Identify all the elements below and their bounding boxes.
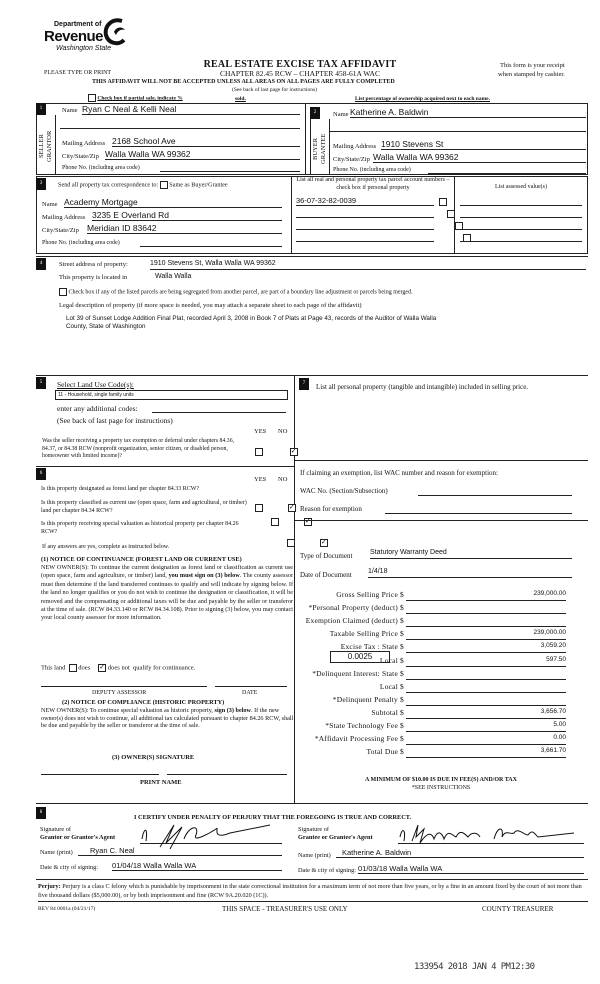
assessed-header: List assessed value(s) (495, 184, 547, 190)
fee-label: Local (379, 655, 398, 665)
seller-city-label: City/State/Zip (62, 153, 99, 160)
receipt-note-2: when stamped by cashier. (498, 71, 565, 78)
fee-row (298, 747, 588, 759)
grantor-signature-scribble (140, 819, 282, 849)
currency-symbol: $ (400, 707, 404, 717)
form-number: REV 84 0001a (04/21/17) (38, 906, 96, 912)
fee-label: Exemption Claimed (deduct) (305, 616, 398, 626)
notice2-title: (2) NOTICE OF COMPLIANCE (HISTORIC PROPERTY) (62, 699, 225, 706)
grantee-date-field[interactable]: 01/03/18 Walla Walla WA (358, 864, 584, 874)
reason-label: Reason for exemption (300, 505, 362, 513)
fee-row (298, 642, 588, 654)
s5-no-header: NO (278, 428, 288, 435)
fee-row (298, 669, 588, 681)
logo-department-text: Department of (54, 21, 102, 28)
seller-mailing-label: Mailing Address (62, 140, 106, 147)
corr-mailing-label: Mailing Address (42, 214, 86, 221)
assessed-value-field[interactable] (460, 197, 582, 206)
personal-property-checkbox[interactable] (439, 198, 447, 206)
fee-value-field[interactable]: 597.50 (546, 655, 566, 663)
fee-label: *Delinquent Interest: State (312, 668, 398, 678)
perjury-notice: Perjury: Perjury is a class C felony which is punishable by imprisonment in the state correctional institution for a maximum term of not more than five years, or by a fine in an amount fixed by the court of not more than five thousand dollars ($5,000.00), or by both imprisonment and fine (RCW 9A.20.020 (1C)). (38, 883, 588, 902)
fee-label: *Affidavit Processing Fee (314, 734, 398, 744)
seller-phone-label: Phone No. (including area code) (62, 165, 140, 171)
corr-city-label: City/State/Zip (42, 227, 79, 234)
fee-value-field[interactable]: 5.00 (553, 721, 566, 728)
legal-label: Legal description of property (if more space is needed, you may attach a separate sheet to each page of the affidavit) (59, 302, 362, 309)
currency-symbol: $ (400, 590, 404, 599)
corr-mailing-field[interactable]: 3235 E Overland Rd (92, 210, 282, 221)
doc-type-label: Type of Document (300, 552, 353, 560)
currency-symbol: $ (400, 603, 404, 613)
personal-property-label: List all personal property (tangible and intangible) included in selling price. (316, 383, 529, 391)
buyer-mailing-label: Mailing Address (333, 143, 377, 150)
local-rate-field[interactable]: 0.0025 (330, 651, 390, 663)
corr-phone-field[interactable] (140, 238, 282, 247)
currency-symbol: $ (400, 616, 404, 626)
receipt-note-1: This form is your receipt (500, 62, 565, 69)
corr-phone-label: Phone No. (including area code) (42, 240, 120, 246)
buyer-mailing-field[interactable]: 1910 Stevens St (381, 139, 586, 150)
currency-symbol: $ (400, 681, 404, 691)
parcels-header: List all real and personal property tax parcel account numbers – check box if personal property (296, 177, 450, 191)
deputy-assessor-label: DEPUTY ASSESSOR (92, 690, 147, 696)
fee-row (298, 603, 588, 615)
grantee-signature[interactable] (398, 825, 584, 844)
legal-description[interactable]: Lot 39 of Sunset Lodge Addition Final Plat, recorded April 3, 2008 in Book 7 of Plats at Page 43, records of the Auditor of Walla Walla County, State of Washington (66, 315, 437, 330)
section-3-number: 3 (36, 178, 46, 190)
fee-row (298, 616, 588, 628)
wac-label: WAC No. (Section/Subsection) (300, 487, 388, 495)
grantor-sig-label: Signature of Grantor or Grantor's Agent (40, 826, 116, 841)
exemption-question: Was the seller receiving a property tax exemption or deferral under chapters 84.36, 84.37, or 84.38 RCW (nonprofit organization, senior citizen, or disabled person, homeowner with limited income)? (42, 438, 235, 459)
reason-field[interactable] (385, 505, 572, 514)
owner-signature-line[interactable] (41, 774, 159, 775)
grantee-sig-label: Signature of Grantee or Grantee's Agent (298, 826, 373, 841)
s6-question-text: Is this property designated as forest land per chapter 84.33 RCW? (41, 486, 200, 492)
fee-value-field[interactable]: 3,661.70 (540, 747, 566, 755)
parcel-number-field[interactable] (296, 232, 434, 242)
assessor-date-label: DATE (242, 690, 258, 696)
currency-symbol: $ (400, 721, 404, 730)
grantee-date-label: Date & city of signing: (298, 867, 357, 874)
see-back-note: (See back of last page for instructions) (232, 87, 317, 93)
located-field[interactable]: Walla Walla (155, 273, 192, 280)
seller-name-label: Name (62, 107, 78, 114)
corr-name-label: Name (42, 201, 58, 208)
personal-property-checkbox[interactable] (447, 210, 455, 218)
fee-value-field[interactable]: 239,000.00 (533, 629, 566, 637)
seller-name-field[interactable]: Ryan C Neal & Kelli Neal (82, 104, 300, 115)
s6-yes-checkbox[interactable] (255, 504, 263, 512)
ownership-note: List percentage of ownership acquired next to each name. (355, 96, 490, 102)
logo-washington-text: Washington State (56, 45, 112, 52)
street-label: Street address of property: (59, 261, 128, 268)
additional-codes-field[interactable] (152, 404, 286, 413)
does-qualify-checkbox[interactable] (69, 664, 77, 672)
grantee-name-label: Name (print) (298, 852, 331, 859)
street-field[interactable]: 1910 Stevens St, Walla Walla WA 99362 (150, 260, 586, 270)
fee-row (298, 656, 588, 668)
currency-symbol: $ (400, 747, 404, 757)
chapter-label: CHAPTER 82.45 RCW – CHAPTER 458-61A WAC (220, 69, 380, 78)
grantee-name-field[interactable]: Katherine A. Baldwin (336, 848, 584, 858)
fee-value-field[interactable]: 239,000.00 (533, 590, 566, 597)
s6-yes-checkbox[interactable] (271, 518, 279, 526)
fee-value-field[interactable]: 3,059.20 (540, 642, 566, 650)
same-as-buyer-label: Same as Buyer/Grantee (169, 181, 228, 189)
assessed-value-field[interactable] (460, 233, 582, 242)
s6-yes-header: YES (254, 476, 267, 483)
notice2-body: NEW OWNER(S): To continue special valuation as historic property, sign (3) below. If the new owner(s) does not wish to continue, all additional tax calculated pursuant to chapter 84.26 RCW, shall be due and payable by the seller or transferor at the time of sale. (41, 707, 294, 730)
fee-label: Subtotal (371, 707, 398, 717)
grantor-date-field[interactable]: 01/04/18 Walla Walla WA (112, 861, 282, 871)
dor-swirl-logo-icon (102, 18, 128, 46)
fee-label: Taxable Selling Price (329, 629, 398, 639)
buyer-name-label: Name (333, 111, 349, 118)
fee-row (298, 734, 588, 746)
fee-label: Gross Selling Price (336, 590, 398, 599)
section-2-number: 2 (310, 107, 320, 119)
grantor-name-field[interactable]: Ryan C. Neal (78, 846, 282, 856)
fee-value-field[interactable]: 3,656.70 (540, 707, 566, 715)
parcel-number-field[interactable] (296, 208, 434, 218)
fee-label: *Delinquent Penalty (332, 694, 398, 704)
section-4-number: 4 (36, 258, 46, 270)
currency-symbol: $ (400, 655, 404, 665)
section-6-number: 6 (36, 468, 46, 480)
doc-date-field[interactable]: 1/4/18 (368, 568, 572, 578)
section-8-number: 8 (36, 807, 46, 819)
segregated-row (59, 288, 413, 296)
land-use-label: Select Land Use Code(s): (57, 380, 134, 389)
fee-label: *State Technology Fee (325, 721, 398, 730)
buyer-phone-label: Phone No. (including area code) (333, 167, 411, 173)
treasurer-stamp: 133954 2018 JAN 4 PM12:30 (414, 962, 535, 972)
certify-title: I CERTIFY UNDER PENALTY OF PERJURY THAT THE FOREGOING IS TRUE AND CORRECT. (134, 814, 412, 821)
notice1-body: NEW OWNER(S): To continue the current designation as forest land or classification as current use (open space, farm and agriculture, or timber) land, you must sign on (3) below. The county assessor must then determine if the land transferred continues to qualify and will indicate by signing below. If the land no longer qualifies or you do not wish to continue the designation or classification, it will be removed and the compensating or additional taxes will be due and payable by the seller or transferor at the time of sale. (RCW 84.33.140 or RCW 84.34.108). Prior to signing (3) below, you may contact your local county assessor for more information. (41, 564, 294, 622)
grantor-name-label: Name (print) (40, 849, 73, 856)
buyer-name-field[interactable]: Katherine A. Baldwin (350, 107, 586, 118)
land-use-select[interactable] (55, 390, 288, 400)
county-treasurer-label: COUNTY TREASURER (482, 905, 554, 913)
fee-row (298, 590, 588, 602)
doc-type-field[interactable]: Statutory Warranty Deed (370, 549, 572, 559)
corr-city-field[interactable]: Meridian ID 83642 (87, 223, 282, 234)
currency-symbol: $ (400, 694, 404, 704)
please-type-label: PLEASE TYPE OR PRINT (44, 70, 112, 76)
form-title: REAL ESTATE EXCISE TAX AFFIDAVIT (203, 59, 397, 70)
additional-codes-label: enter any additional codes: (57, 404, 138, 413)
buyer-phone-field[interactable] (428, 165, 586, 174)
notice1-title: (1) NOTICE OF CONTINUANCE (FOREST LAND OR CURRENT USE) (41, 556, 242, 563)
currency-symbol: $ (400, 734, 404, 744)
personal-property-field[interactable] (300, 408, 580, 458)
see-instructions-note: *SEE INSTRUCTIONS (411, 785, 471, 791)
fee-row (298, 629, 588, 641)
fee-row (298, 708, 588, 720)
exemption-yes-checkbox[interactable] (255, 448, 263, 456)
assessed-value-field[interactable] (460, 209, 582, 218)
wac-field[interactable] (418, 487, 572, 496)
does-not-qualify-checkbox[interactable] (98, 664, 106, 672)
buyer-side-label: BUYER GRANTEE (312, 133, 327, 165)
seller-phone-field[interactable] (160, 163, 300, 172)
fee-value-field[interactable]: 0.00 (553, 734, 566, 742)
fee-row (298, 682, 588, 694)
partial-sale-row (88, 94, 183, 102)
seller-mailing-field[interactable]: 2168 School Ave (112, 136, 300, 147)
fee-label: Local (379, 681, 398, 691)
located-label: This property is located in (59, 274, 128, 281)
sold-label: sold. (235, 96, 246, 102)
dor-logo (44, 18, 134, 58)
corr-name-field[interactable]: Academy Mortgage (64, 197, 282, 208)
land-use-see-back: (See back of last page for instructions) (57, 416, 173, 425)
parcel-number-field[interactable] (296, 220, 434, 230)
fee-label: *Personal Property (deduct) (308, 603, 398, 613)
section-5-number: 5 (36, 377, 46, 389)
owner-signature-label: (3) OWNER(S) SIGNATURE (112, 754, 195, 761)
print-name-line[interactable] (167, 774, 287, 775)
currency-symbol: $ (400, 629, 404, 639)
seller-side-label: SELLER GRANTOR (38, 130, 53, 162)
grantee-signature-scribble (398, 823, 584, 845)
s6-question-text: Is this property classified as current use (open space, farm and agricultural, or timber) land per chapter 84.34 RCW? (41, 500, 247, 514)
parcel-number-field[interactable]: 36-07-32-82-0039 (296, 196, 434, 206)
s6-no-checkbox[interactable] (288, 504, 296, 512)
segregated-label: Check box if any of the listed parcels are being segregated from another parcel, are part of a boundary line adjustment or parcels being merged. (68, 289, 413, 296)
grantor-signature[interactable] (140, 825, 282, 844)
section-1-number: 1 (36, 103, 46, 115)
print-name-label: PRINT NAME (140, 779, 182, 786)
treasurer-use-label: THIS SPACE - TREASURER'S USE ONLY (222, 905, 348, 913)
buyer-city-label: City/State/Zip (333, 156, 370, 163)
s6-no-checkbox[interactable] (320, 539, 328, 547)
partial-sale-checkbox[interactable] (88, 94, 96, 102)
partial-sale-label: Check box if partial sale, indicate % (97, 95, 183, 102)
s6-no-header: NO (278, 476, 288, 483)
logo-revenue-text: Revenue (44, 28, 104, 45)
buyer-city-field[interactable]: Walla Walla WA 99362 (373, 152, 586, 163)
assessor-date-line[interactable] (215, 686, 287, 687)
if-yes-note: If any answers are yes, complete as instructed below. (42, 544, 170, 550)
s6-question-text: Is this property receiving special valuation as historical property per chapter 84.26 RCW? (41, 521, 239, 535)
deputy-assessor-line[interactable] (41, 686, 207, 687)
doc-date-label: Date of Document (300, 571, 352, 579)
exemption-no-checkbox[interactable] (290, 448, 298, 456)
section-7-number: 7 (299, 378, 309, 390)
completion-warning: THIS AFFIDAVIT WILL NOT BE ACCEPTED UNLESS ALL AREAS ON ALL PAGES ARE FULLY COMPLETED (92, 79, 395, 85)
s5-yes-header: YES (254, 428, 267, 435)
segregated-checkbox[interactable] (59, 288, 67, 296)
minimum-due-note: A MINIMUM OF $10.00 IS DUE IN FEE(S) AND/OR TAX (365, 777, 517, 783)
assessed-value-field[interactable] (460, 221, 582, 230)
fee-row (298, 695, 588, 707)
grantor-date-label: Date & city of signing: (40, 864, 99, 871)
same-as-buyer-checkbox[interactable] (160, 181, 168, 189)
correspondence-label: Send all property tax correspondence to: Same as Buyer/Grantee (58, 181, 228, 189)
land-use-selected-value: 11 - Household, single family units (58, 392, 134, 398)
fee-label: Total Due (366, 747, 398, 757)
seller-city-field[interactable]: Walla Walla WA 99362 (105, 149, 300, 160)
s6-yes-checkbox[interactable] (287, 539, 295, 547)
currency-symbol: $ (400, 668, 404, 678)
fee-label: Excise Tax : State (340, 642, 398, 652)
continuance-row: This land does ✓ does not qualify for continuance. (41, 664, 195, 672)
currency-symbol: $ (400, 642, 404, 652)
exemption-claim-label: If claiming an exemption, list WAC number and reason for exemption: (300, 469, 498, 477)
fee-row (298, 721, 588, 733)
